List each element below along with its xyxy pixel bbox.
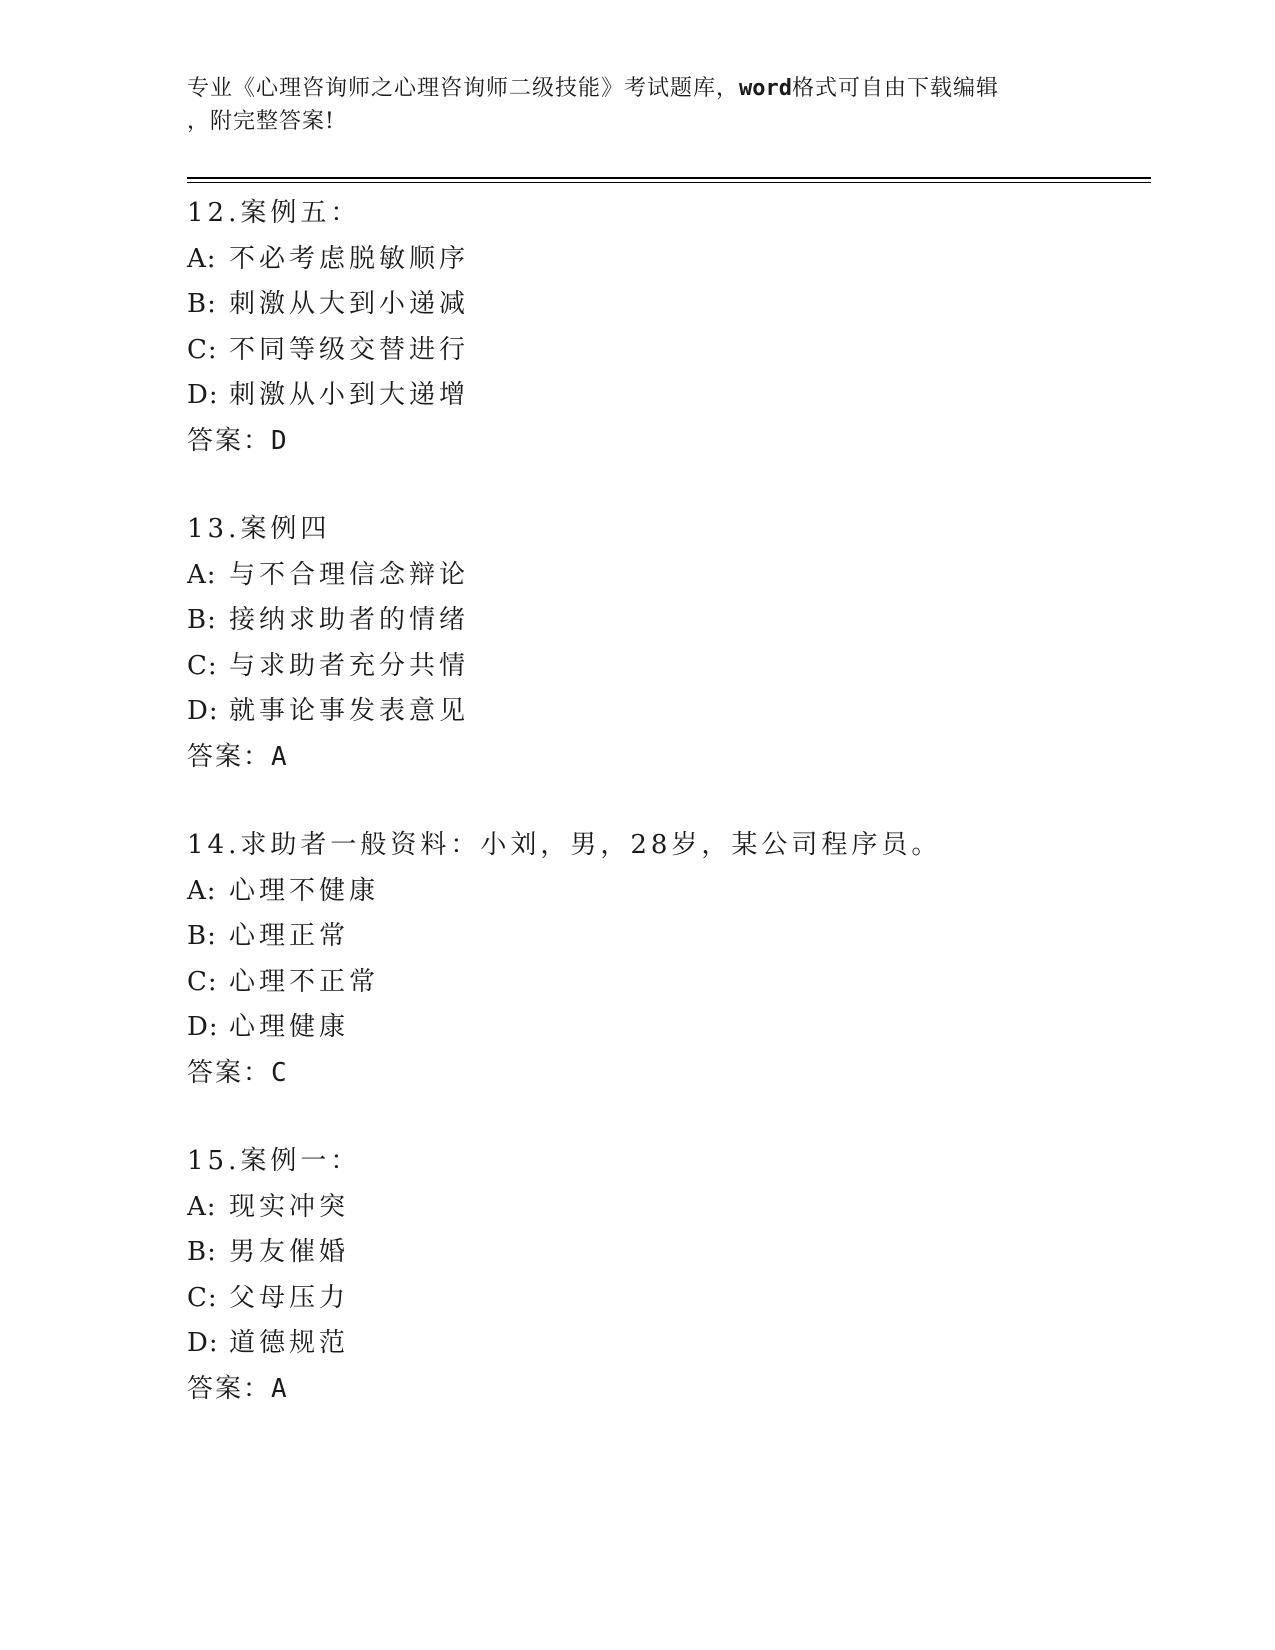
option-key: C: (187, 650, 218, 681)
question-12 (187, 191, 1147, 464)
option-key: C: (187, 1282, 218, 1313)
option-c (187, 644, 1147, 690)
question-list (187, 191, 1147, 1455)
option-key: B: (187, 921, 217, 951)
answer-line (187, 735, 1147, 781)
option-text: 不必考虑脱敏顺序 (229, 243, 470, 274)
header-text-pre: 专业《心理咨询师之心理咨询师二级技能》考试题库， (187, 76, 740, 101)
option-text: 心理正常 (229, 921, 350, 951)
question-13 (187, 507, 1147, 780)
option-key: C: (187, 966, 218, 997)
question-stem: 13.案例四 (187, 514, 331, 544)
option-text: 与不合理信念辩论 (229, 559, 470, 590)
answer-line (187, 1051, 1147, 1097)
option-a (187, 237, 1147, 283)
option-text: 刺激从小到大递增 (229, 380, 470, 410)
option-key: A: (187, 243, 217, 274)
option-text: 心理健康 (229, 1012, 350, 1042)
option-c (187, 1276, 1147, 1322)
question-stem: 12.案例五： (187, 198, 361, 228)
option-text: 刺激从大到小递减 (229, 289, 470, 319)
answer-label: 答案： (187, 1373, 272, 1404)
header-line-1 (187, 72, 1087, 105)
option-key: B: (187, 289, 217, 319)
answer-label: 答案： (187, 1057, 272, 1088)
option-key: D: (187, 380, 219, 410)
document-header (187, 72, 1087, 138)
answer-value: A (271, 741, 289, 772)
option-text: 就事论事发表意见 (229, 696, 470, 726)
header-line-2: ，附完整答案! (187, 109, 335, 134)
option-d (187, 1005, 1147, 1051)
option-text: 道德规范 (229, 1328, 350, 1358)
header-divider-thin (187, 182, 1151, 183)
option-b (187, 282, 1147, 328)
option-d (187, 373, 1147, 419)
option-text: 心理不正常 (229, 966, 380, 997)
option-a (187, 1185, 1147, 1231)
answer-line (187, 1367, 1147, 1413)
option-key: A: (187, 1191, 217, 1222)
option-text: 现实冲突 (229, 1191, 350, 1222)
option-c (187, 328, 1147, 374)
header-divider-thick (187, 177, 1151, 179)
option-d (187, 689, 1147, 735)
answer-value: D (271, 425, 289, 456)
option-a (187, 553, 1147, 599)
option-text: 男友催婚 (229, 1237, 350, 1267)
option-text: 父母压力 (229, 1282, 350, 1313)
option-b (187, 914, 1147, 960)
option-key: D: (187, 1012, 219, 1042)
question-stem: 14.求助者一般资料：小刘，男，28岁，某公司程序员。 (187, 830, 942, 860)
option-text: 不同等级交替进行 (229, 334, 470, 365)
option-key: B: (187, 605, 217, 635)
option-b (187, 598, 1147, 644)
question-stem: 15.案例一： (187, 1146, 361, 1176)
header-format-name: word (739, 76, 792, 101)
option-c (187, 960, 1147, 1006)
answer-label: 答案： (187, 741, 272, 772)
option-key: A: (187, 875, 217, 906)
option-a (187, 869, 1147, 915)
answer-line (187, 419, 1147, 465)
option-text: 接纳求助者的情绪 (229, 605, 470, 635)
answer-label: 答案： (187, 425, 272, 456)
option-key: D: (187, 696, 219, 726)
question-15 (187, 1139, 1147, 1412)
option-text: 心理不健康 (229, 875, 380, 906)
header-text-post: 格式可自由下载编辑 (792, 76, 1000, 101)
answer-value: C (271, 1057, 289, 1088)
option-key: D: (187, 1328, 219, 1358)
option-d (187, 1321, 1147, 1367)
option-key: B: (187, 1237, 217, 1267)
answer-value: A (271, 1373, 289, 1404)
option-b (187, 1230, 1147, 1276)
option-key: A: (187, 559, 217, 590)
option-text: 与求助者充分共情 (229, 650, 470, 681)
option-key: C: (187, 334, 218, 365)
question-14 (187, 823, 1147, 1096)
